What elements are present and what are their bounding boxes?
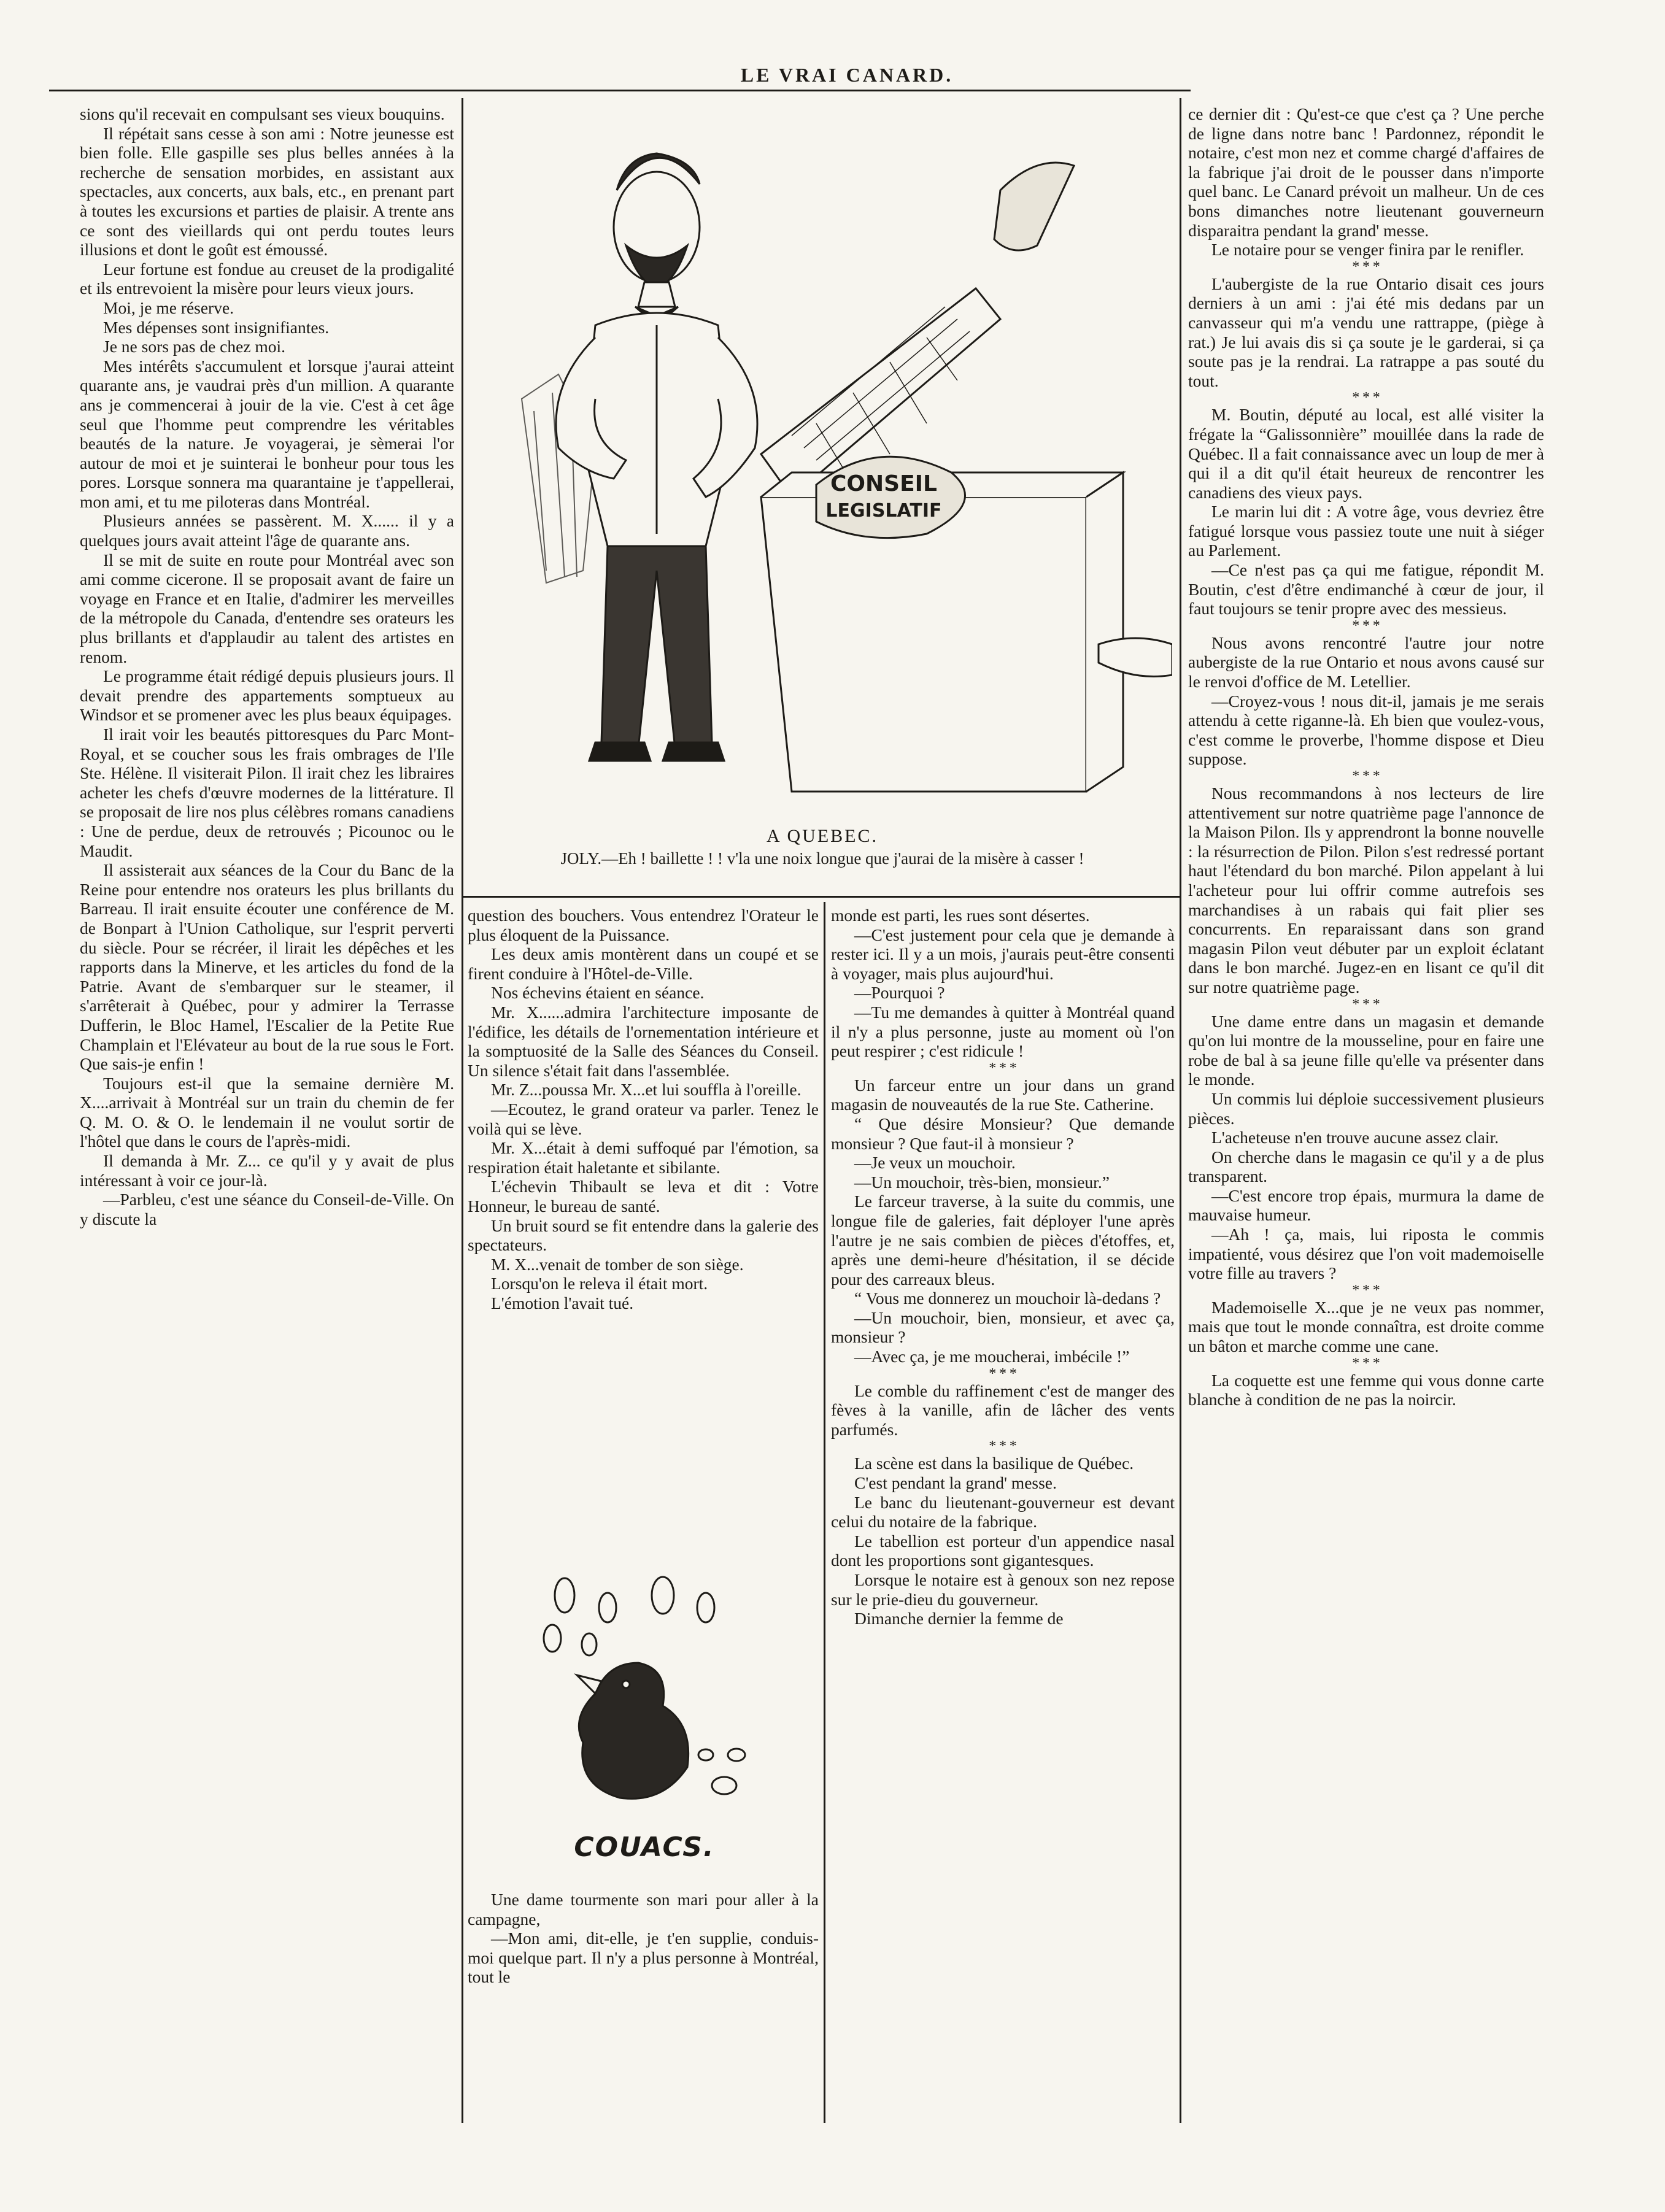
egg-label-conseil: CONSEIL bbox=[830, 471, 938, 496]
newspaper-title: LE VRAI CANARD. bbox=[740, 64, 954, 86]
paragraph: “ Que désire Monsieur? Que demande monsieur ? Que faut-il à monsieur ? bbox=[831, 1114, 1175, 1153]
paragraph: M. Boutin, député au local, est allé visiter la frégate la “Galissonnière” mouillée dans la rade de Québec. Il a fait connaissance avec un loup de mer à qui il a dit qu'il était heureux de rencontrer les canadiens des vieux pays. bbox=[1188, 405, 1544, 502]
paragraph: —Ce n'est pas ça qui me fatigue, répondit M. Boutin, c'est d'être endimanché à cœur de jour, il faut toujours se tenir propre avec des messieus. bbox=[1188, 560, 1544, 619]
paragraph: Leur fortune est fondue au creuset de la prodigalité et ils entrevoient la misère pour leurs vieux jours. bbox=[80, 259, 454, 298]
section-separator: * * * bbox=[989, 1060, 1017, 1076]
cartoon-illustration bbox=[473, 104, 1172, 822]
paragraph: L'échevin Thibault se leva et dit : Votre Honneur, le bureau de santé. bbox=[468, 1177, 819, 1216]
paragraph: Je ne sors pas de chez moi. bbox=[103, 337, 286, 356]
egg-label-legislatif: LEGISLATIF bbox=[825, 500, 942, 522]
paragraph: —Parbleu, c'est une séance du Conseil-de-Ville. On y discute la bbox=[80, 1190, 454, 1228]
column-3 bbox=[831, 906, 1175, 2127]
section-separator: * * * bbox=[989, 1438, 1017, 1455]
paragraph: Toujours est-il que la semaine dernière M. X....arrivait à Montréal sur un train du chemin de fer Q. M. O. & O. le lendemain il ne voulut sortir de l'hôtel que dans le cours de l'après-midi. bbox=[80, 1073, 454, 1151]
paragraph: Nos échevins étaient en séance. bbox=[491, 983, 705, 1003]
paragraph: Mr. X...était à demi suffoqué par l'émotion, sa respiration était haletante et sibilante. bbox=[468, 1138, 819, 1177]
paragraph: Un bruit sourd se fit entendre dans la galerie des spectateurs. bbox=[468, 1216, 819, 1255]
paragraph: —Je veux un mouchoir. bbox=[854, 1153, 1016, 1173]
masthead bbox=[0, 0, 1665, 86]
paragraph: C'est pendant la grand' messe. bbox=[854, 1473, 1057, 1493]
paragraph: Moi, je me réserve. bbox=[103, 298, 234, 317]
cartoon-bottom-rule bbox=[462, 896, 1180, 898]
paragraph: —Ah ! ça, mais, lui riposta le commis impatienté, vous désirez que l'on voit mademoiselle votre fille au travers ? bbox=[1188, 1225, 1544, 1283]
paragraph: Il répétait sans cesse à son ami : Notre jeunesse est bien folle. Elle gaspille ses plus belles années à la recherche de sensation morbides, en assistant aux spectacles, aux concerts, aux bals, etc., en prenant part à toutes les excursions et parties de plaisir. A trente ans ce sont des vieillards qui ont perdu toutes leurs illusions et dont le goût est émoussé. bbox=[80, 123, 454, 260]
paragraph: Le programme était rédigé depuis plusieurs jours. Il devait prendre des appartements somptueux au Windsor et se promener avec les plus beaux équipages. bbox=[80, 666, 454, 725]
paragraph: —Un mouchoir, bien, monsieur, et avec ça, monsieur ? bbox=[831, 1308, 1175, 1347]
paragraph: Un commis lui déploie successivement plusieurs pièces. bbox=[1188, 1089, 1544, 1128]
paragraph: Un farceur entre un jour dans un grand magasin de nouveautés de la rue Ste. Catherine. bbox=[831, 1075, 1175, 1114]
paragraph: Les deux amis montèrent dans un coupé et se firent conduire à l'Hôtel-de-Ville. bbox=[468, 944, 819, 983]
column-4 bbox=[1188, 104, 1544, 2123]
paragraph: La coquette est une femme qui vous donne carte blanche à condition de ne pas la noircir. bbox=[1188, 1370, 1544, 1409]
paragraph: ce dernier dit : Qu'est-ce que c'est ça ? Une perche de ligne dans notre banc ! Pardonnez, répondit le notaire, c'est mon nez et comme chargé d'affaires de la fabrique j'ai droit de le pousser dans n'importe quel banc. Le Canard prévoit un malheur. Un de ces bons dimanches notre lieutenant gouverneurn disparaitra pendant la grand' messe. bbox=[1188, 104, 1544, 240]
paragraph: Mademoiselle X...que je ne veux pas nommer, mais que tout le monde connaîtra, est droite comme un bâton et marche comme une cane. bbox=[1188, 1297, 1544, 1356]
paragraph: M. X...venait de tomber de son siège. bbox=[491, 1254, 744, 1274]
paragraph: Une dame entre dans un magasin et demande qu'on lui montre de la mousseline, pour en faire une robe de bal à sa jeune fille qu'elle va présenter dans le monde. bbox=[1188, 1011, 1544, 1089]
paragraph: —Avec ça, je me moucherai, imbécile !” bbox=[854, 1347, 1130, 1366]
section-separator: * * * bbox=[1352, 1282, 1380, 1298]
paragraph: sions qu'il recevait en compulsant ses vieux bouquins. bbox=[80, 104, 445, 123]
couacs-title: COUACS. bbox=[574, 1832, 715, 1863]
couacs-illustration bbox=[509, 1571, 779, 1829]
paragraph: La scène est dans la basilique de Québec. bbox=[854, 1454, 1134, 1473]
paragraph: question des bouchers. Vous entendrez l'Orateur le plus éloquent de la Puissance. bbox=[468, 906, 819, 944]
paragraph: Le notaire pour se venger finira par le renifler. bbox=[1211, 240, 1524, 260]
column-1 bbox=[80, 104, 454, 2111]
cartoon-caption: JOLY.—Eh ! baillette ! ! v'la une noix longue que j'aurai de la misère à casser ! bbox=[560, 849, 1084, 868]
paragraph: —Mon ami, dit-elle, je t'en supplie, conduis-moi quelque part. Il n'y a plus personne à Montréal, tout le bbox=[468, 1929, 819, 1987]
paragraph: On cherche dans le magasin ce qu'il y a de plus transparent. bbox=[1188, 1147, 1544, 1186]
paragraph: —C'est justement pour cela que je demande à rester ici. Il y a un mois, j'aurais peut-être consenti à voyager, mais plus aujourd'hui. bbox=[831, 925, 1175, 983]
paragraph: —Pourquoi ? bbox=[854, 983, 945, 1003]
column-2-bottom bbox=[468, 1890, 819, 2123]
section-separator: * * * bbox=[1352, 617, 1380, 634]
column-divider-1 bbox=[462, 98, 463, 2123]
paragraph: Le farceur traverse, à la suite du commis, une longue file de galeries, fait déployer l'une après l'autre je ne sais combien de pièces d'étoffes, et, après une demi-heure d'hésitation, il se décide pour des carreaux bleus. bbox=[831, 1192, 1175, 1289]
paragraph: L'émotion l'avait tué. bbox=[491, 1293, 634, 1312]
paragraph: Mes dépenses sont insignifiantes. bbox=[103, 317, 330, 337]
paragraph: Il assisterait aux séances de la Cour du Banc de la Reine pour entendre nos orateurs les plus brillants du Barreau. Il irait ensuite écouter une conférence de M. de Bonpart à l'Union Catholique, sur l'esprit perverti du siècle. Pour se récréer, il lirait les dépêches et les rapports dans la Minerve, et les articles du fond de la Patrie. Avant de s'embarquer sur le steamer, il s'arrêterait à Québec, pour y admirer la Terrasse Dufferin, le Bloc Hamel, l'Escalier de la Petite Rue Champlain et l'Elévateur au bout de la rue sous le Fort. Que sais-je enfin ! bbox=[80, 860, 454, 1074]
paragraph: “ Vous me donnerez un mouchoir là-dedans ? bbox=[854, 1289, 1161, 1308]
paragraph: Mes intérêts s'accumulent et lorsque j'aurai atteint quarante ans, je vaudrai près d'un million. A quarante ans je commencerai à jouir de la vie. C'est à cet âge seul que l'homme peut comprendre les véritables beautés de la nature. Je voyagerai, je sèmerai l'or autour de moi et je suinterai le bonheur pour tous les pores. Lorsque sonnera ma quarantaine je t'appellerai, mon ami, et tu me piloteras dans Montréal. bbox=[80, 356, 454, 511]
masthead-rule bbox=[49, 90, 1191, 91]
paragraph: Mr. X......admira l'architecture imposante de l'édifice, les détails de l'ornementation intérieure et la somptuosité de la Salle des Séances du Conseil. Un silence s'était fait dans l'assemblée. bbox=[468, 1002, 819, 1080]
column-divider-3 bbox=[1180, 98, 1181, 2123]
paragraph: Plusieurs années se passèrent. M. X...... il y a quelques jours avait atteint l'âge de quarante ans. bbox=[80, 511, 454, 550]
paragraph: Le tabellion est porteur d'un appendice nasal dont les proportions sont gigantesques. bbox=[831, 1531, 1175, 1570]
column-2 bbox=[468, 906, 819, 1544]
paragraph: Il demanda à Mr. Z... ce qu'il y y avait de plus intéressant à voir ce jour-là. bbox=[80, 1151, 454, 1190]
paragraph: L'acheteuse n'en trouve aucune assez clair. bbox=[1211, 1128, 1499, 1147]
paragraph: —Croyez-vous ! nous dit-il, jamais je me serais attendu à cette riganne-là. Eh bien que voulez-vous, c'est comme le proverbe, l'homme dispose et Dieu suppose. bbox=[1188, 691, 1544, 769]
paragraph: Mr. Z...poussa Mr. X...et lui souffla à l'oreille. bbox=[491, 1080, 802, 1100]
paragraph: L'aubergiste de la rue Ontario disait ces jours derniers à un ami : j'ai été mis dedans par un canvasseur qui m'a vendu une rattrappe, (piège à rat.) Je lui avais dis si ça soute je le garderai, si ça soute pas je la rendrai. La ratrappe a pas souté du tout. bbox=[1188, 274, 1544, 390]
cartoon-title: A QUEBEC. bbox=[766, 826, 878, 846]
paragraph: Il irait voir les beautés pittoresques du Parc Mont-Royal, et se coucher sous les frais ombrages de l'Ile Ste. Hélène. Il visiterait Pilon. Il irait chez les libraires acheter les chefs d'œuvre modernes de la littérature. Il se proposait de lire nos plus célèbres romans canadiens : Une de perdue, deux de retrouvés ; Picounoc ou le Maudit. bbox=[80, 725, 454, 860]
paragraph: Le banc du lieutenant-gouverneur est devant celui du notaire de la fabrique. bbox=[831, 1492, 1175, 1532]
section-separator: * * * bbox=[1352, 996, 1380, 1012]
paragraph: Nous recommandons à nos lecteurs de lire attentivement sur notre quatrième page l'annonce de la Maison Pilon. Ils y apprendront la bonne nouvelle : la résurrection de Pilon. Pilon s'est redressé portant haut l'étendard du bon marché. Pilon appelant à lui l'acheteur pour lui offrir comme autrefois ses marchandises à un rabais qui fait plier ses concurrents. En reparaissant dans son grand magasin Pilon veut débuter par un exploit éclatant dans le bon marché. Jugez-en en lisant ce qu'il dit sur notre quatrième page. bbox=[1188, 784, 1544, 996]
paragraph: Lorsque le notaire est à genoux son nez repose sur le prie-dieu du gouverneur. bbox=[831, 1570, 1175, 1609]
paragraph: Lorsqu'on le releva il était mort. bbox=[491, 1274, 708, 1293]
paragraph: Nous avons rencontré l'autre jour notre aubergiste de la rue Ontario et nous avons causé sur le renvoi d'office de M. Letellier. bbox=[1188, 633, 1544, 692]
paragraph: Le marin lui dit : A votre âge, vous devriez être fatigué lorsque vous passiez toute une nuit à siéger au Parlement. bbox=[1188, 502, 1544, 560]
section-separator: * * * bbox=[1352, 768, 1380, 784]
section-separator: * * * bbox=[989, 1365, 1017, 1382]
paragraph: Dimanche dernier la femme de bbox=[854, 1609, 1064, 1628]
paragraph: —Un mouchoir, très-bien, monsieur.” bbox=[854, 1172, 1110, 1192]
paragraph: —C'est encore trop épais, murmura la dame de mauvaise humeur. bbox=[1188, 1185, 1544, 1225]
paragraph: monde est parti, les rues sont désertes. bbox=[831, 906, 1090, 925]
section-separator: * * * bbox=[1352, 258, 1380, 275]
paragraph: Une dame tourmente son mari pour aller à la campagne, bbox=[468, 1890, 819, 1929]
paragraph: Il se mit de suite en route pour Montréal avec son ami comme cicerone. Il se proposait avant de faire un voyage en France et en Italie, d'admirer les merveilles de la métropole du Canada, d'entendre ses orateurs les plus brillants et d'applaudir au talent des artistes en renom. bbox=[80, 550, 454, 666]
paragraph: —Ecoutez, le grand orateur va parler. Tenez le voilà qui se lève. bbox=[468, 1099, 819, 1138]
paragraph: Le comble du raffinement c'est de manger des fèves à la vanille, afin de lâcher des vents parfumés. bbox=[831, 1381, 1175, 1439]
paragraph: —Tu me demandes à quitter à Montréal quand il n'y a plus personne, juste au moment où l'on peut respirer ; c'est ridicule ! bbox=[831, 1002, 1175, 1061]
section-separator: * * * bbox=[1352, 1355, 1380, 1371]
column-divider-2 bbox=[824, 902, 825, 2123]
section-separator: * * * bbox=[1352, 390, 1380, 406]
